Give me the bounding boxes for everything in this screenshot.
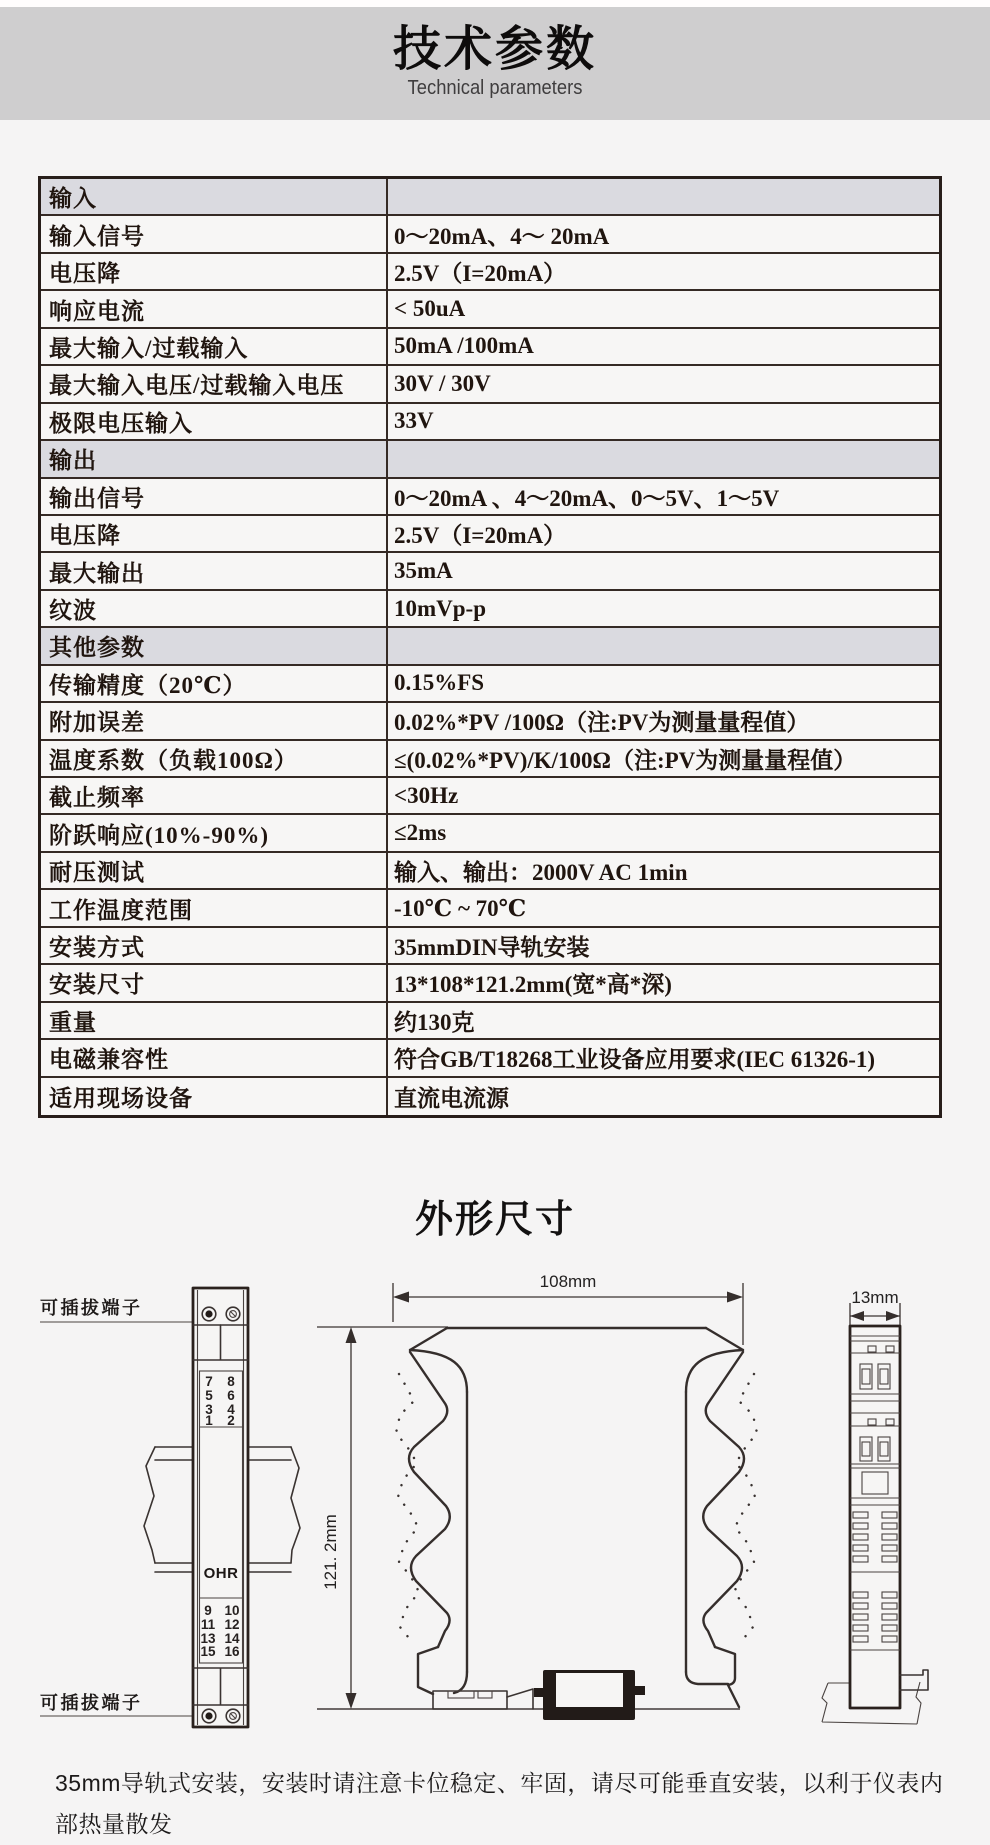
table-row	[41, 404, 939, 441]
spec-value: ≤(0.02%*PV)/K/100Ω（注:PV为测量量程值）	[394, 747, 857, 773]
table-row	[41, 329, 939, 366]
table-row	[41, 741, 939, 778]
table-row	[41, 441, 939, 478]
svg-text:9: 9	[204, 1603, 212, 1618]
spec-label: 最大输入电压/过载输入电压	[41, 366, 388, 401]
svg-text:13mm: 13mm	[851, 1288, 899, 1307]
spec-value: -10℃ ~ 70℃	[394, 895, 527, 921]
svg-text:14: 14	[224, 1631, 240, 1646]
svg-text:2: 2	[227, 1413, 235, 1428]
top-view-drawing	[317, 1272, 757, 1720]
svg-text:121. 2mm: 121. 2mm	[321, 1514, 340, 1590]
table-row	[41, 291, 939, 328]
spec-value: 35mmDIN导轨安装	[394, 934, 590, 960]
spec-value: 0.15%FS	[394, 670, 485, 696]
pluggable-terminal-label-bottom: 可插拔端子	[40, 1693, 143, 1713]
spec-label: 耐压测试	[41, 853, 388, 888]
svg-text:15: 15	[200, 1644, 216, 1659]
table-body	[41, 179, 939, 1115]
table-row	[41, 628, 939, 665]
spec-value: 2.5V（I=20mA）	[394, 523, 567, 549]
spec-value: < 50uA	[394, 296, 466, 322]
table-row	[41, 479, 939, 516]
spec-label: 电压降	[41, 516, 388, 551]
dim-121mm	[317, 1327, 740, 1709]
page-subtitle: Technical parameters	[407, 77, 583, 100]
svg-text:1: 1	[205, 1413, 213, 1428]
spec-value: <30Hz	[394, 782, 459, 808]
table-row	[41, 1003, 939, 1040]
svg-text:6: 6	[227, 1388, 235, 1403]
outline-dimensions-title: 外形尺寸	[414, 1199, 575, 1241]
table-row	[41, 553, 939, 590]
spec-value	[388, 441, 939, 476]
spec-label: 电压降	[41, 254, 388, 289]
table-row	[41, 928, 939, 965]
table-row	[41, 965, 939, 1002]
page-title: 技术参数	[392, 23, 597, 76]
spec-label: 适用现场设备	[41, 1078, 388, 1115]
spec-label: 最大输出	[41, 553, 388, 588]
module-side-body	[850, 1326, 900, 1708]
spec-value: 约130克	[394, 1009, 475, 1035]
spec-label: 安装方式	[41, 928, 388, 963]
svg-text:12: 12	[224, 1617, 240, 1632]
table-row	[41, 254, 939, 291]
spec-value: 直流电流源	[394, 1085, 509, 1111]
svg-text:16: 16	[224, 1644, 240, 1659]
spec-value: 2.5V（I=20mA）	[394, 261, 567, 287]
spec-value: 输入、输出：2000V AC 1min	[394, 860, 688, 886]
spec-label: 最大输入/过载输入	[41, 329, 388, 364]
table-row	[41, 1078, 939, 1115]
table-row	[41, 516, 939, 553]
svg-text:8: 8	[227, 1374, 235, 1389]
dim-108mm	[393, 1272, 743, 1345]
top-white-strip	[0, 0, 990, 7]
rail-hook	[900, 1670, 928, 1690]
spec-label: 工作温度范围	[41, 890, 388, 925]
mounting-note: 35mm导轨式安装，安装时请注意卡位稳定、牢固，请尽可能垂直安装，以利于仪表内部热量散发	[55, 1770, 944, 1837]
svg-text:13: 13	[200, 1631, 216, 1646]
spec-label: 输出	[41, 441, 388, 476]
dim-13mm	[850, 1288, 900, 1328]
spec-value: 30V / 30V	[394, 370, 491, 396]
spec-value	[388, 179, 939, 214]
spec-value: 33V	[394, 408, 434, 434]
pluggable-terminal-label-top: 可插拔端子	[40, 1298, 143, 1318]
bottom-terminal-strip	[433, 1689, 533, 1709]
spec-label: 重量	[41, 1003, 388, 1038]
spec-label: 传输精度（20℃）	[41, 666, 388, 701]
table-row	[41, 179, 939, 216]
table-row	[41, 666, 939, 703]
side-view-drawing	[822, 1288, 928, 1724]
spec-label: 其他参数	[41, 628, 388, 663]
front-view-drawing	[40, 1288, 300, 1727]
spec-label: 温度系数（负载100Ω）	[41, 741, 388, 776]
spec-value: 35mA	[394, 558, 453, 584]
spec-value: 0～20mA 、4～20mA、0～5V、1～5V	[394, 485, 780, 511]
spec-value: 0.02%*PV /100Ω（注:PV为测量量程值）	[394, 710, 810, 736]
table-row	[41, 853, 939, 890]
svg-text:11: 11	[200, 1617, 216, 1632]
spec-table	[38, 176, 942, 1118]
spec-label: 输入信号	[41, 216, 388, 251]
spec-label: 电磁兼容性	[41, 1040, 388, 1075]
spec-label: 截止频率	[41, 778, 388, 813]
svg-text:108mm: 108mm	[539, 1272, 597, 1291]
spec-label: 输出信号	[41, 479, 388, 514]
spec-label: 纹波	[41, 591, 388, 626]
brand-logo: OHR	[203, 1565, 239, 1582]
spec-value	[388, 628, 939, 663]
spec-value: 10mVp-p	[394, 595, 487, 621]
table-row	[41, 815, 939, 852]
din-rail-clip	[534, 1670, 645, 1720]
spec-label: 安装尺寸	[41, 965, 388, 1000]
spec-value: 50mA /100mA	[394, 333, 534, 359]
spec-value: ≤2ms	[394, 820, 447, 846]
spec-label: 阶跃响应(10%-90%)	[41, 815, 388, 850]
svg-text:4: 4	[227, 1402, 235, 1417]
table-row	[41, 778, 939, 815]
dimension-drawings	[0, 1240, 990, 1770]
page-header	[0, 7, 990, 120]
svg-text:3: 3	[205, 1402, 213, 1417]
top-view-side-profile	[396, 1328, 467, 1672]
spec-label: 输入	[41, 179, 388, 214]
table-row	[41, 703, 939, 740]
spec-label: 响应电流	[41, 291, 388, 326]
table-row	[41, 1040, 939, 1077]
spec-value: 符合GB/T18268工业设备应用要求(IEC 61326-1)	[394, 1047, 876, 1073]
table-row	[41, 216, 939, 253]
spec-label: 极限电压输入	[41, 404, 388, 439]
spec-value: 0～20mA、4～ 20mA	[394, 223, 610, 249]
table-row	[41, 890, 939, 927]
spec-value: 13*108*121.2mm(宽*高*深)	[394, 972, 672, 998]
top-view-left-foot	[418, 1647, 438, 1694]
top-view-right-foot	[715, 1647, 739, 1707]
spec-label: 附加误差	[41, 703, 388, 738]
table-row	[41, 366, 939, 403]
svg-text:7: 7	[205, 1374, 213, 1389]
svg-text:10: 10	[224, 1603, 240, 1618]
svg-text:5: 5	[205, 1388, 213, 1403]
table-row	[41, 591, 939, 628]
